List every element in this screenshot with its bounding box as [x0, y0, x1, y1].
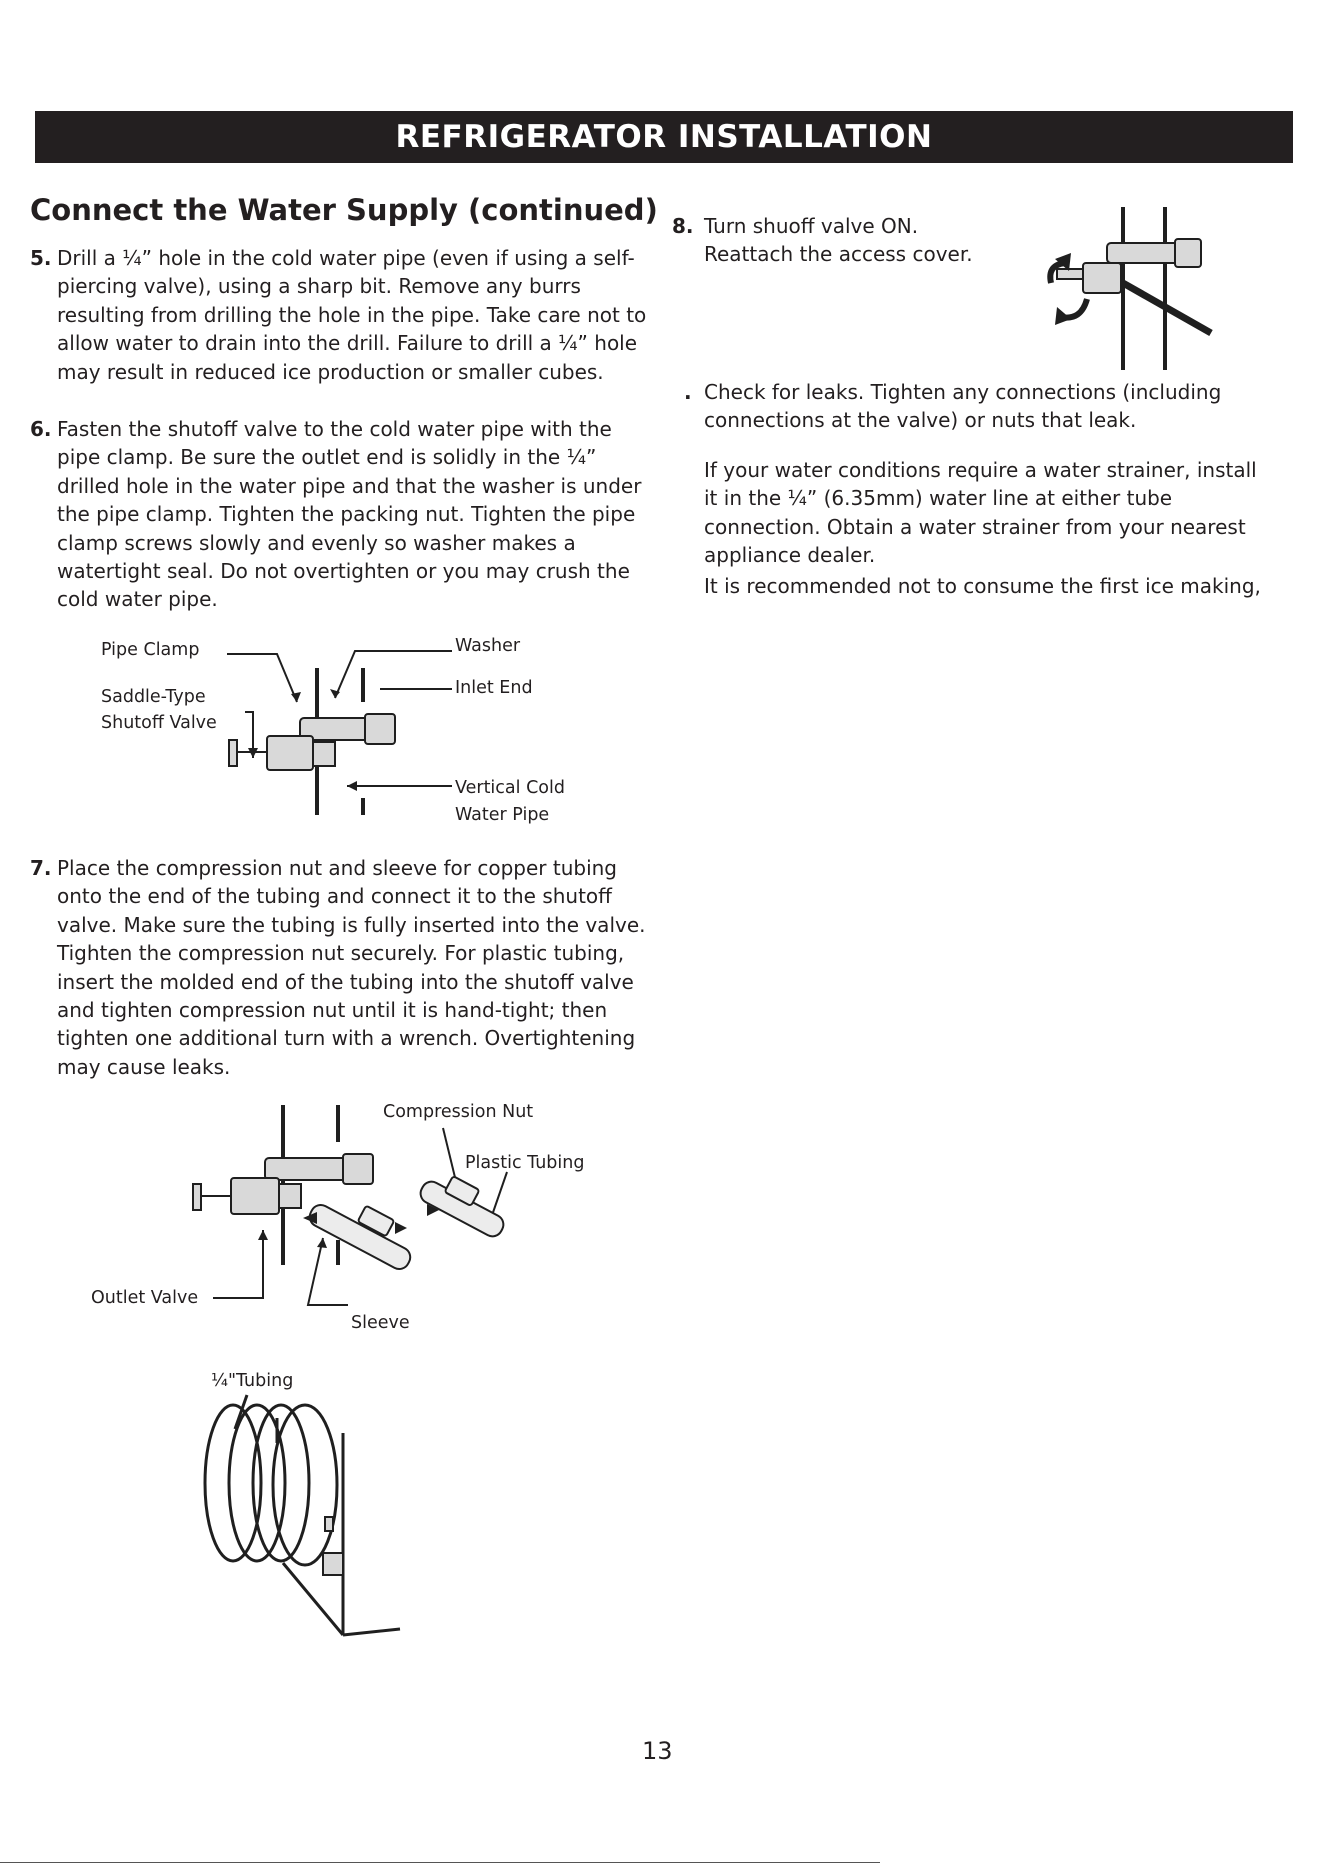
step-text — [57, 244, 646, 386]
label-washer: Washer — [455, 636, 521, 656]
step-line: piercing valve), using a sharp bit. Remove any burrs — [57, 274, 581, 299]
step-line: valve. Make sure the tubing is fully inserted into the valve. — [57, 912, 646, 937]
step-line: Fasten the shutoff valve to the cold water pipe with the — [57, 417, 612, 441]
coiled-tubing-figure — [195, 1393, 415, 1653]
step-7 — [30, 854, 670, 1084]
step-line: allow water to drain into the drill. Failure to drill a ¼” hole — [57, 331, 638, 356]
step-line: Drill a ¼” hole in the cold water pipe (even if using a self- — [57, 246, 635, 270]
label-pipe-clamp: Pipe Clamp — [101, 640, 200, 660]
step-line: watertight seal. Do not overtighten or you may crush the — [57, 559, 630, 584]
step-number: 6. — [30, 417, 52, 441]
step-9 — [684, 378, 1304, 438]
step-line: onto the end of the tubing and connect it to the shutoff — [57, 884, 612, 909]
step-text — [57, 854, 646, 1081]
label-inlet-end: Inlet End — [455, 678, 533, 698]
step-5 — [30, 244, 670, 389]
label-shutoff-valve: Shutoff Valve — [101, 713, 217, 733]
note-line: If your water conditions require a water strainer, install — [704, 458, 1257, 482]
label-saddle-type: Saddle-Type — [101, 687, 206, 707]
step-line: Turn shuoff valve ON. — [704, 214, 919, 238]
label-outlet-valve: Outlet Valve — [91, 1288, 199, 1308]
saddle-valve-figure — [215, 640, 515, 820]
step-text — [704, 378, 1221, 435]
step-number: . — [684, 380, 692, 404]
step-line: Place the compression nut and sleeve for copper tubing — [57, 856, 617, 880]
step-line: Check for leaks. Tighten any connections (including — [704, 380, 1222, 404]
step-line: may result in reduced ice production or smaller cubes. — [57, 359, 604, 384]
ice-note: It is recommended not to consume the first ice making, — [704, 574, 1261, 598]
step-line: may cause leaks. — [57, 1054, 231, 1079]
step-line: Tighten the compression nut securely. For plastic tubing, — [57, 941, 625, 966]
strainer-note — [704, 456, 1304, 570]
step-number: 8. — [672, 214, 694, 238]
valve-turn-figure — [1025, 205, 1215, 375]
step-line: pipe clamp. Be sure the outlet end is solidly in the ¼” — [57, 445, 597, 470]
note-line: appliance dealer. — [704, 543, 876, 568]
page-number: 13 — [642, 1737, 673, 1765]
label-quarter-inch-tubing: ¼"Tubing — [211, 1371, 294, 1391]
step-line: insert the molded end of the tubing into the shutoff valve — [57, 969, 634, 994]
step-text — [704, 212, 973, 269]
step-line: clamp screws slowly and evenly so washer makes a — [57, 530, 576, 555]
step-line: Reattach the access cover. — [704, 242, 973, 267]
label-plastic-tubing: Plastic Tubing — [465, 1153, 585, 1173]
step-line: resulting from drilling the hole in the pipe. Take care not to — [57, 302, 647, 327]
footer-rule — [0, 1862, 880, 1863]
step-line: tighten one additional turn with a wrench. Overtightening — [57, 1026, 636, 1051]
label-vertical-cold: Vertical Cold — [455, 778, 565, 798]
label-sleeve: Sleeve — [351, 1313, 410, 1333]
label-compression-nut: Compression Nut — [383, 1102, 534, 1122]
step-8 — [672, 212, 1012, 272]
label-water-pipe: Water Pipe — [455, 805, 550, 825]
note-line: connection. Obtain a water strainer from your nearest — [704, 514, 1246, 539]
step-text — [57, 415, 641, 614]
step-line: cold water pipe. — [57, 587, 218, 612]
step-number: 5. — [30, 246, 52, 270]
step-line: the pipe clamp. Tighten the packing nut. Tighten the pipe — [57, 502, 636, 527]
step-line: drilled hole in the water pipe and that the washer is under — [57, 473, 642, 498]
compression-fitting-figure — [185, 1100, 545, 1320]
step-line: and tighten compression nut until it is hand-tight; then — [57, 998, 608, 1023]
note-line: it in the ¼” (6.35mm) water line at either tube — [704, 486, 1173, 511]
step-number: 7. — [30, 856, 52, 880]
step-6 — [30, 415, 670, 615]
step-line: connections at the valve) or nuts that leak. — [704, 408, 1137, 433]
section-title: Connect the Water Supply (continued) — [30, 193, 658, 227]
page-banner: REFRIGERATOR INSTALLATION — [35, 111, 1293, 163]
